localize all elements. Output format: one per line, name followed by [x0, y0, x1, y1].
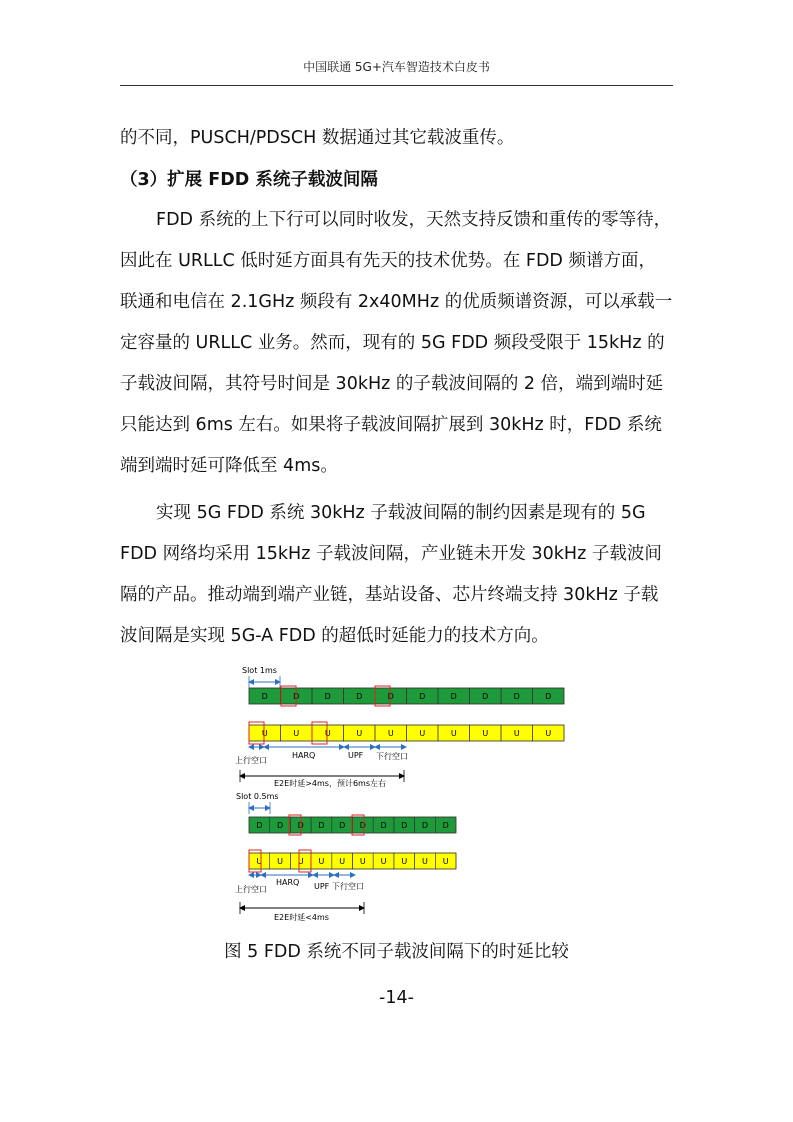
bottom-label-uplink-air: 上行空口: [235, 885, 267, 894]
page-number: -14-: [379, 988, 414, 1008]
top-downlink-cell-label: D: [482, 692, 489, 701]
bottom-label-downlink-air: 下行空口: [332, 882, 364, 891]
top-uplink-cell-label: U: [324, 729, 331, 738]
top-uplink-cell-label: U: [545, 729, 552, 738]
top-slot-label: Slot 1ms: [242, 666, 277, 675]
top-label-upf: UPF: [348, 751, 364, 760]
top-uplink-cell-label: U: [513, 729, 520, 738]
top-uplink-cell-label: U: [387, 729, 394, 738]
bottom-label-upf: UPF: [314, 882, 330, 891]
figure-svg: [230, 662, 570, 927]
bottom-downlink-cell-label: D: [256, 821, 263, 830]
top-downlink-cell-label: D: [293, 692, 300, 701]
paragraph-2: 实现 5G FDD 系统 30kHz 子载波间隔的制约因素是现有的 5G FDD 网络均采用 15kHz 子载波间隔，产业链未开发 30kHz 子载波间隔的产品。推动端到端产业链，基站设备、芯片终端支持 30kHz 子载波间隔是实现 5G-A FDD 的超低时延能力的技术方向。: [120, 503, 662, 646]
bottom-downlink-cell-label: D: [297, 821, 304, 830]
bottom-label-e2e: E2E时延<4ms: [274, 913, 329, 922]
bottom-uplink-cell-label: U: [401, 857, 408, 866]
top-label-harq: HARQ: [292, 751, 316, 760]
bottom-uplink-cell-label: U: [359, 857, 366, 866]
bottom-downlink-cell-label: D: [380, 821, 387, 830]
top-downlink-cell-label: D: [324, 692, 331, 701]
latency-comparison-figure: [230, 662, 570, 927]
top-downlink-cell-label: D: [261, 692, 268, 701]
top-uplink-cell-label: U: [482, 729, 489, 738]
bottom-slot-label: Slot 0.5ms: [236, 792, 279, 801]
figure-caption: 图 5 FDD 系统不同子载波间隔下的时延比较: [224, 942, 569, 962]
bottom-downlink-cell-label: D: [421, 821, 429, 830]
page-header: 中国联通 5G+汽车智造技术白皮书: [303, 60, 490, 74]
top-downlink-cell-label: D: [545, 692, 552, 701]
top-uplink-cell-label: U: [261, 729, 268, 738]
bottom-uplink-cell-label: U: [256, 857, 263, 866]
bottom-uplink-cell-label: U: [442, 857, 449, 866]
bottom-downlink-cell-label: D: [359, 821, 366, 830]
bottom-downlink-cell-label: D: [442, 821, 449, 830]
top-label-e2e: E2E时延>4ms，预计6ms左右: [274, 779, 387, 788]
bottom-uplink-cell-label: U: [380, 857, 387, 866]
top-uplink-cell-label: U: [419, 729, 426, 738]
bottom-downlink-cell-label: D: [339, 821, 346, 830]
top-label-downlink-air: 下行空口: [376, 752, 408, 761]
section-heading: （3）扩展 FDD 系统子载波间隔: [120, 170, 378, 190]
bottom-uplink-cell-label: U: [318, 857, 325, 866]
bottom-downlink-cell-label: D: [318, 821, 325, 830]
top-uplink-cell-label: U: [356, 729, 363, 738]
top-uplink-cell-label: U: [293, 729, 300, 738]
top-downlink-cell-label: D: [450, 692, 457, 701]
bottom-uplink-row: [249, 853, 456, 869]
bottom-downlink-cell-label: D: [276, 821, 284, 830]
bottom-uplink-cell-label: U: [297, 857, 304, 866]
intro-line: 的不同，PUSCH/PDSCH 数据通过其它载波重传。: [120, 128, 515, 148]
top-uplink-cell-label: U: [450, 729, 457, 738]
bottom-uplink-cell-label: U: [422, 857, 428, 866]
paragraph-1: FDD 系统的上下行可以同时收发，天然支持反馈和重传的零等待，因此在 URLLC 低时延方面具有先天的技术优势。在 FDD 频谱方面，联通和电信在 2.1GHz 频段有 2x40MHz 的优质频谱资源，可以承载一定容量的 URLLC 业务。然而，现有的 5G FDD 频段受限于 15kHz 的子载波间隔，其符号时间是 30kHz 的子载波间隔的 2 倍，端到端时延只能达到 6ms 左右。如果将子载波间隔扩展到 30kHz 时，FDD 系统端到端时延可降低至 4ms。: [120, 210, 673, 476]
bottom-label-harq: HARQ: [276, 878, 300, 887]
bottom-uplink-cell-label: U: [339, 857, 346, 866]
bottom-downlink-cell-label: D: [401, 821, 408, 830]
top-label-uplink-air: 上行空口: [235, 756, 267, 765]
top-downlink-cell-label: D: [513, 692, 520, 701]
header-divider: [120, 85, 673, 86]
top-downlink-cell-label: D: [356, 692, 363, 701]
top-downlink-cell-label: D: [419, 692, 426, 701]
top-downlink-cell-label: D: [387, 692, 394, 701]
top-uplink-row: [249, 725, 564, 741]
bottom-uplink-cell-label: U: [277, 857, 283, 866]
